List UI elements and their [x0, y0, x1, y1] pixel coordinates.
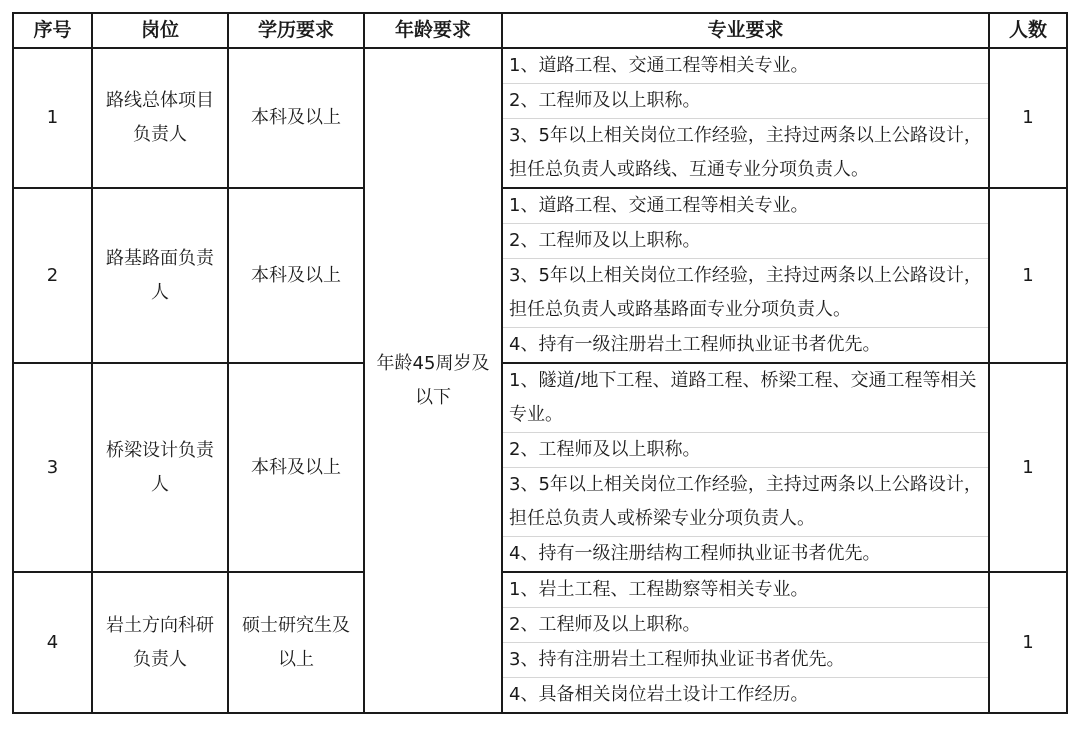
requirement-item: 2、工程师及以上职称。 [502, 224, 989, 259]
requirement-item: 4、持有一级注册结构工程师执业证书者优先。 [502, 537, 989, 573]
table-row [13, 572, 1067, 608]
age-requirement-cell: 年龄45周岁及以下 [364, 48, 502, 713]
header-row [13, 13, 1067, 48]
requirement-item: 4、持有一级注册岩土工程师执业证书者优先。 [502, 328, 989, 364]
table-row [13, 363, 1067, 433]
header-age: 年龄要求 [364, 13, 502, 48]
header-major: 专业要求 [502, 13, 989, 48]
requirement-item: 1、隧道/地下工程、道路工程、桥梁工程、交通工程等相关专业。 [502, 363, 989, 433]
count-cell: 1 [989, 363, 1067, 572]
count-cell: 1 [989, 188, 1067, 363]
requirement-item: 3、5年以上相关岗位工作经验，主持过两条以上公路设计，担任总负责人或路线、互通专业分项负责人。 [502, 119, 989, 189]
position-cell: 岩土方向科研负责人 [92, 572, 228, 713]
education-cell: 本科及以上 [228, 363, 364, 572]
recruitment-table [12, 12, 1068, 714]
position-cell: 路线总体项目负责人 [92, 48, 228, 188]
requirement-item: 2、工程师及以上职称。 [502, 84, 989, 119]
education-cell: 硕士研究生及以上 [228, 572, 364, 713]
requirement-item: 3、5年以上相关岗位工作经验，主持过两条以上公路设计，担任总负责人或桥梁专业分项负责人。 [502, 468, 989, 537]
recruitment-table-container [12, 12, 1068, 714]
requirement-item: 3、持有注册岩土工程师执业证书者优先。 [502, 643, 989, 678]
table-row [13, 48, 1067, 84]
position-cell: 路基路面负责人 [92, 188, 228, 363]
education-cell: 本科及以上 [228, 188, 364, 363]
requirement-item: 2、工程师及以上职称。 [502, 433, 989, 468]
header-education: 学历要求 [228, 13, 364, 48]
requirement-item: 2、工程师及以上职称。 [502, 608, 989, 643]
requirement-item: 4、具备相关岗位岩土设计工作经历。 [502, 678, 989, 714]
header-position: 岗位 [92, 13, 228, 48]
header-count: 人数 [989, 13, 1067, 48]
table-row [13, 188, 1067, 224]
requirement-item: 3、5年以上相关岗位工作经验，主持过两条以上公路设计，担任总负责人或路基路面专业分项负责人。 [502, 259, 989, 328]
requirement-item: 1、岩土工程、工程勘察等相关专业。 [502, 572, 989, 608]
count-cell: 1 [989, 48, 1067, 188]
seq-cell: 4 [13, 572, 92, 713]
seq-cell: 3 [13, 363, 92, 572]
requirement-item: 1、道路工程、交通工程等相关专业。 [502, 188, 989, 224]
seq-cell: 2 [13, 188, 92, 363]
seq-cell: 1 [13, 48, 92, 188]
requirement-item: 1、道路工程、交通工程等相关专业。 [502, 48, 989, 84]
count-cell: 1 [989, 572, 1067, 713]
position-cell: 桥梁设计负责人 [92, 363, 228, 572]
education-cell: 本科及以上 [228, 48, 364, 188]
header-seq: 序号 [13, 13, 92, 48]
